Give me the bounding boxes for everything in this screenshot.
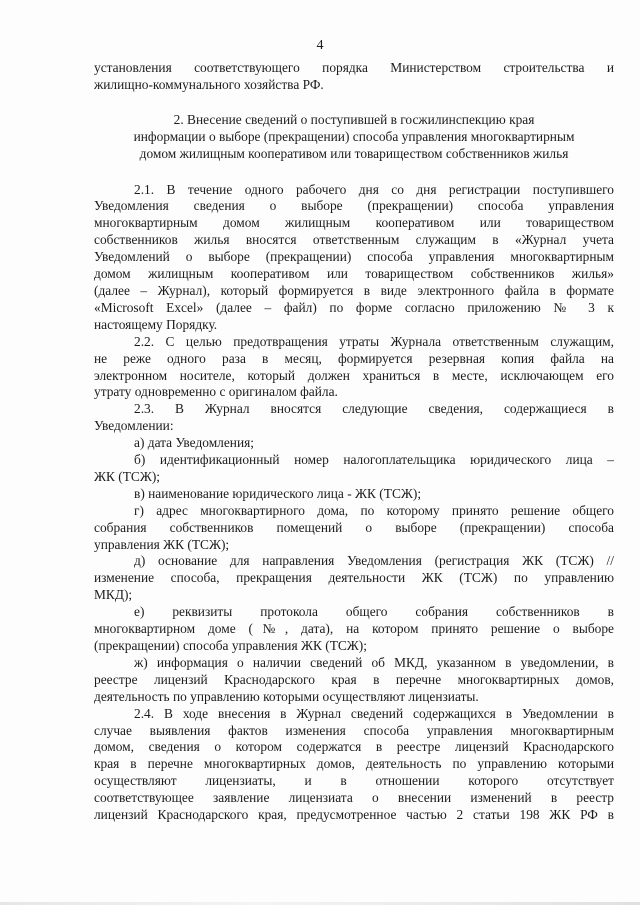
text-line: Уведомлений о выборе (прекращении) способа управления многоквартирным — [94, 249, 614, 265]
text-line: не реже одного раза в месяц, формируется резервная копия файла на — [94, 350, 614, 366]
text-line: ж) информация о наличии сведений об МКД, указанном в уведомлении, в — [134, 654, 614, 670]
text-line: д) основание для направления Уведомления (регистрация ЖК (ТСЖ) // — [134, 553, 614, 569]
list-item-b — [94, 452, 614, 486]
document-body — [94, 60, 614, 824]
text-line: многоквартирным домом жилищным кооперативом или товариществом — [94, 215, 614, 231]
text-line: в) наименование юридического лица - ЖК (ТСЖ); — [134, 485, 422, 501]
text-line: г) адрес многоквартирного дома, по которому принято решение общего — [134, 502, 614, 518]
page-number: 4 — [316, 38, 324, 53]
text-line: Уведомления сведения о выборе (прекращении) способа управления — [94, 198, 614, 214]
list-item-a — [94, 435, 614, 452]
text-line: электронном носителе, который должен храниться в месте, исключающем его — [94, 367, 614, 383]
paragraph-2-4 — [94, 706, 614, 824]
text-line: (далее – Журнал), который формируется в виде электронного файла в формате — [94, 282, 614, 298]
text-line: лицензий Краснодарского края, предусмотренное частью 2 статьи 198 ЖК РФ в — [94, 807, 614, 823]
paragraph-2-3 — [94, 401, 614, 435]
list-item-g — [94, 503, 614, 554]
text-line: утрату одновременно с оригиналом файла. — [94, 384, 338, 400]
text-line: жилищно-коммунального хозяйства РФ. — [94, 76, 324, 92]
section-heading — [94, 112, 614, 163]
text-line: установления соответствующего порядка Министерством строительства и — [94, 60, 614, 75]
heading-line: 2. Внесение сведений о поступившей в госжилинспекцию края — [173, 111, 535, 127]
text-line: б) идентификационный номер налогоплательщика юридического лица – — [134, 452, 614, 468]
text-line: случае выявления фактов изменения способа управления многоквартирным — [94, 722, 614, 738]
text-line: управления ЖК (ТСЖ); — [94, 536, 230, 552]
text-line: изменение способа, прекращения деятельности ЖК (ТСЖ) по управлению — [94, 570, 614, 586]
text-line: 2.2. С целью предотвращения утраты Журнала ответственным служащим, — [134, 333, 614, 349]
text-line: 2.3. В Журнал вносятся следующие сведения, содержащиеся в — [134, 401, 614, 417]
text-line: домом жилищным кооперативом или товариществом собственников жилья» — [94, 266, 614, 282]
text-line: е) реквизиты протокола общего собрания собственников в — [134, 604, 614, 620]
text-line: домом, сведения о котором содержатся в реестре лицензий Краснодарского — [94, 739, 614, 755]
list-item-v — [94, 486, 614, 503]
text-line: «Microsoft Excel» (далее – файл) по форме согласно приложению № 3 к — [94, 299, 614, 315]
text-line: осуществляют лицензиаты, и в отношении которого отсутствует — [94, 773, 614, 789]
paragraph-2-1 — [94, 182, 614, 334]
heading-line: домом жилищным кооперативом или товариществом собственников жилья — [139, 145, 569, 161]
list-item-zh — [94, 655, 614, 706]
text-line: края в перечне многоквартирных домов, деятельность по управлению которыми — [94, 756, 614, 772]
text-line: Уведомлении: — [94, 418, 174, 434]
list-item-e — [94, 604, 614, 655]
list-item-d — [94, 553, 614, 604]
text-line: деятельность по управлению которыми осуществляют лицензиаты. — [94, 688, 479, 704]
text-line: собственников жилья вносятся ответственным служащим в «Журнал учета — [94, 232, 614, 248]
text-line: (прекращении) способа управления ЖК (ТСЖ); — [94, 638, 367, 653]
text-line: многоквартирном доме (№, дата), на котором принято решение о выборе — [94, 621, 614, 637]
heading-line: информации о выборе (прекращении) способа управления многоквартирным — [133, 128, 575, 144]
text-line: реестре лицензий Краснодарского края в перечне многоквартирных домов, — [94, 671, 614, 687]
text-line: 2.1. В течение одного рабочего дня со дня регистрации поступившего — [134, 181, 614, 197]
paragraph-2-2 — [94, 334, 614, 402]
text-line: 2.4. В ходе внесения в Журнал сведений содержащихся в Уведомлении в — [134, 705, 614, 721]
intro-paragraph — [94, 60, 614, 94]
text-line: а) дата Уведомления; — [134, 435, 255, 451]
text-line: МКД); — [94, 587, 133, 603]
text-line: ЖК (ТСЖ); — [94, 468, 161, 484]
text-line: соответствующее заявление лицензиата о внесении изменений в реестр — [94, 790, 614, 806]
text-line: собрания собственников помещений о выборе (прекращении) способа — [94, 519, 614, 535]
text-line: настоящему Порядку. — [94, 316, 218, 332]
